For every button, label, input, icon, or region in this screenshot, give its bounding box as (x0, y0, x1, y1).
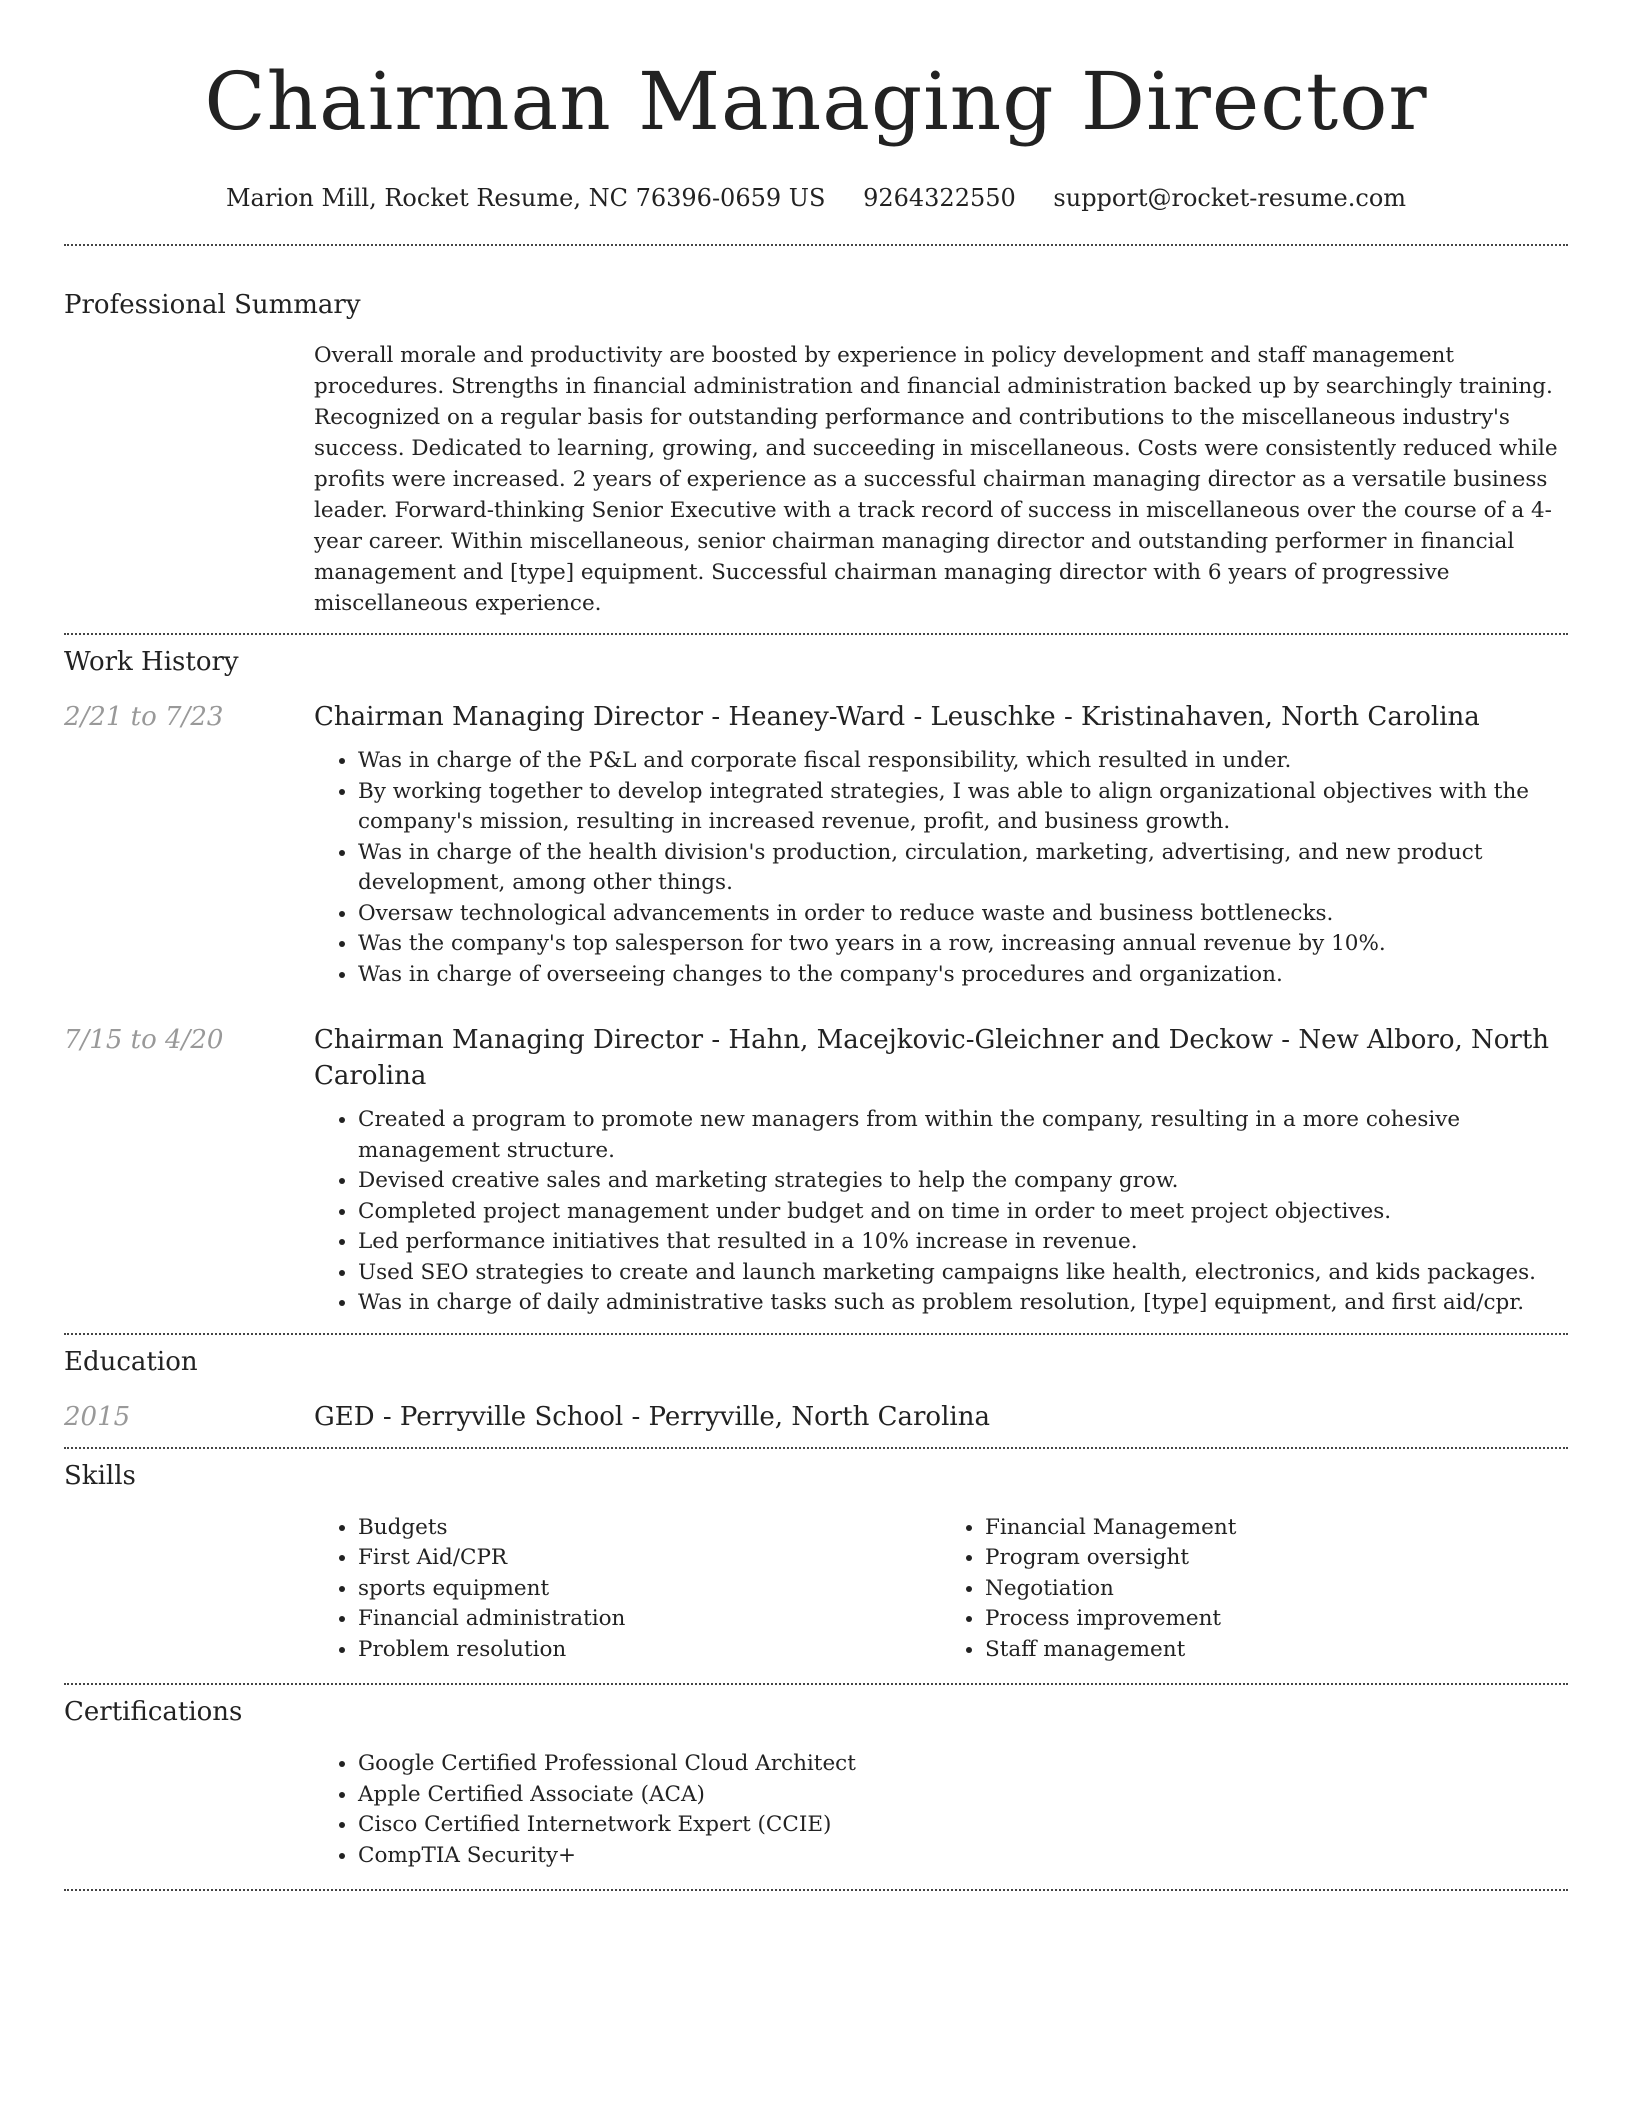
section-divider (64, 1447, 1568, 1449)
list-item: • Was in charge of the health division's production, circulation, marketing, advertising, and new product development, among other things. (358, 838, 1568, 899)
list-item: • Staff management (985, 1635, 1568, 1666)
list-item: • Financial administration (358, 1604, 941, 1635)
skills-list-right (941, 1513, 1568, 1666)
list-item: • Negotiation (985, 1574, 1568, 1605)
contact-email: support@rocket-resume.com (1053, 184, 1407, 212)
summary-text: Overall morale and productivity are boosted by experience in policy development and staff management procedures. Strengths in financial administration and financial administration backed up by searchingly training. Recognized on a regular basis for outstanding performance and contributions to the miscellaneous industry's success. Dedicated to learning, growing, and succeeding in miscellaneous. Costs were consistently reduced while profits were increased. 2 years of experience as a successful chairman managing director as a versatile business leader. Forward-thinking Senior Executive with a track record of success in miscellaneous over the course of a 4-year career. Within miscellaneous, senior chairman managing director and outstanding performer in financial management and [type] equipment. Successful chairman managing director with 6 years of progressive miscellaneous experience. (314, 343, 1558, 616)
education-heading: Education (64, 1346, 198, 1377)
education-year: 2015 (64, 1401, 131, 1432)
section-divider (64, 1889, 1568, 1891)
list-item: • Was in charge of the P&L and corporate fiscal responsibility, which resulted in under. (358, 746, 1568, 777)
summary-heading: Professional Summary (64, 290, 361, 320)
list-item: • Process improvement (985, 1604, 1568, 1635)
list-item: • Apple Certified Associate (ACA) (358, 1780, 1568, 1811)
candidate-name: Chairman Managing Director (204, 55, 1428, 148)
list-item: • CompTIA Security+ (358, 1841, 1568, 1872)
list-item: • Cisco Certified Internetwork Expert (CCIE) (358, 1810, 1568, 1841)
education-section (64, 1345, 1568, 1435)
list-item: • Program oversight (985, 1543, 1568, 1574)
list-item: • Used SEO strategies to create and launch marketing campaigns like health, electronics, and kids packages. (358, 1258, 1568, 1289)
list-item: • By working together to develop integrated strategies, I was able to align organizational objectives with the company's mission, resulting in increased revenue, profit, and business growth. (358, 777, 1568, 838)
work-history-section (64, 645, 1568, 1319)
list-item: • Budgets (358, 1513, 941, 1544)
job-entry (64, 699, 1568, 990)
certifications-section (64, 1695, 1568, 1871)
list-item: • Was the company's top salesperson for two years in a row, increasing annual revenue by 10%. (358, 929, 1568, 960)
skills-section (64, 1459, 1568, 1666)
skills-heading: Skills (64, 1460, 136, 1491)
list-item: • Oversaw technological advancements in order to reduce waste and business bottlenecks. (358, 899, 1568, 930)
contact-phone: 9264322550 (863, 184, 1016, 212)
section-divider (64, 633, 1568, 635)
education-entry (64, 1399, 1568, 1435)
list-item: • Devised creative sales and marketing strategies to help the company grow. (358, 1166, 1568, 1197)
job-heading: Chairman Managing Director - Heaney-Ward - Leuschke - Kristinahaven, North Carolina (314, 702, 1480, 732)
contact-line (64, 182, 1568, 214)
job-dates: 2/21 to 7/23 (64, 702, 224, 732)
job-bullets (314, 1105, 1568, 1319)
list-item: • Problem resolution (358, 1635, 941, 1666)
contact-address: Marion Mill, Rocket Resume, NC 76396-0659 US (225, 184, 826, 212)
section-divider (64, 244, 1568, 246)
skills-list-left (314, 1513, 941, 1666)
certifications-heading: Certifications (64, 1697, 243, 1727)
job-dates: 7/15 to 4/20 (64, 1025, 224, 1055)
list-item: • First Aid/CPR (358, 1543, 941, 1574)
list-item: • Created a program to promote new managers from within the company, resulting in a more cohesive management structure. (358, 1105, 1568, 1166)
education-detail: GED - Perryville School - Perryville, North Carolina (314, 1401, 990, 1432)
list-item: • sports equipment (358, 1574, 941, 1605)
certifications-list (314, 1749, 1568, 1871)
list-item: • Led performance initiatives that resulted in a 10% increase in revenue. (358, 1227, 1568, 1258)
section-divider (64, 1333, 1568, 1335)
job-heading: Chairman Managing Director - Hahn, Macejkovic-Gleichner and Deckow - New Alboro, North Carolina (314, 1025, 1550, 1091)
list-item: • Completed project management under budget and on time in order to meet project objectives. (358, 1197, 1568, 1228)
job-bullets (314, 746, 1568, 990)
list-item: • Was in charge of daily administrative tasks such as problem resolution, [type] equipment, and first aid/cpr. (358, 1288, 1568, 1319)
summary-section (64, 288, 1568, 619)
section-divider (64, 1683, 1568, 1685)
list-item: • Financial Management (985, 1513, 1568, 1544)
list-item: • Google Certified Professional Cloud Architect (358, 1749, 1568, 1780)
job-entry (64, 1022, 1568, 1319)
work-history-heading: Work History (64, 647, 239, 677)
list-item: • Was in charge of overseeing changes to the company's procedures and organization. (358, 960, 1568, 991)
